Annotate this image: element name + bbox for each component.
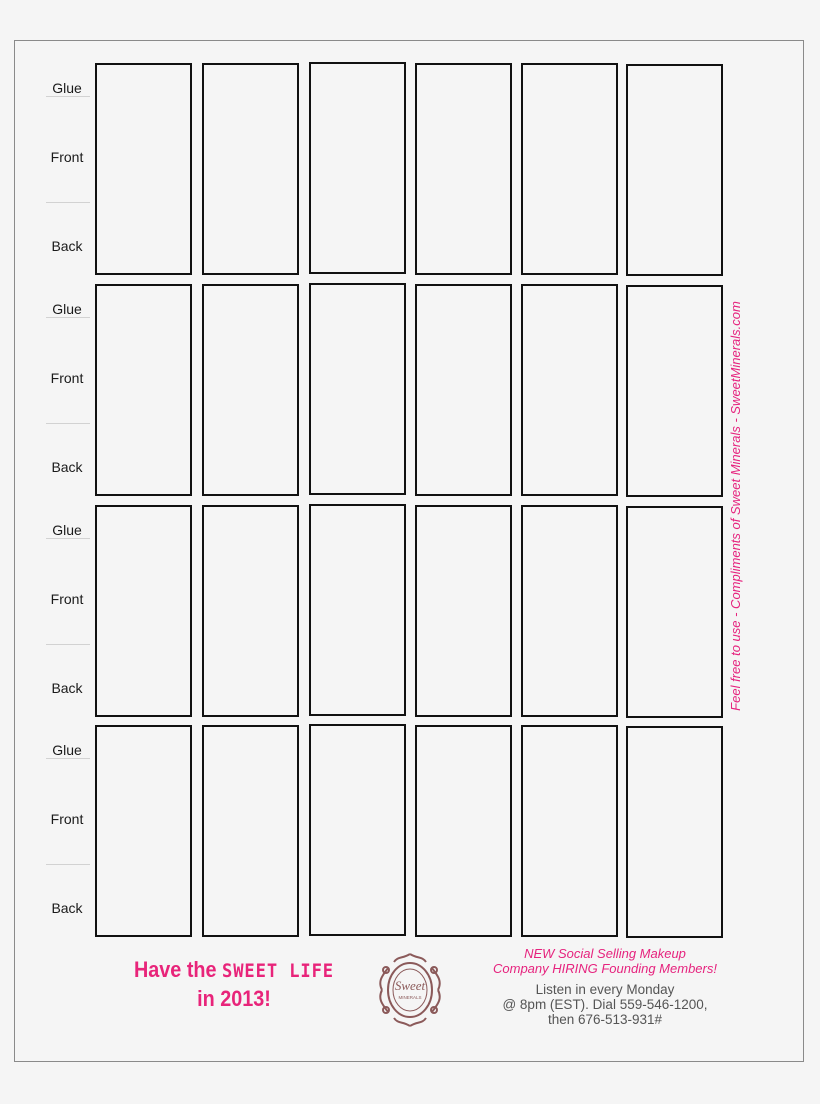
row-label-glue: Glue <box>52 301 82 317</box>
slogan-highlight: SWEET LIFE <box>222 960 334 982</box>
card-outline <box>202 284 299 496</box>
card-outline <box>521 63 618 275</box>
card-outline <box>95 63 192 275</box>
card-outline <box>415 505 512 717</box>
call-info-line-2: @ 8pm (EST). Dial 559-546-1200, <box>502 997 708 1012</box>
card-outline <box>309 62 406 274</box>
call-info-line-3: then 676-513-931# <box>547 1012 663 1027</box>
row-label-back: Back <box>51 459 83 475</box>
row-label-back: Back <box>51 900 83 916</box>
row-divider <box>46 202 90 203</box>
promo-slogan <box>112 956 356 1012</box>
row-label-glue: Glue <box>52 742 82 758</box>
row-label-front: Front <box>50 811 84 827</box>
sweet-minerals-logo <box>372 950 448 1028</box>
hiring-line-2: Company HIRING Founding Members! <box>493 961 717 976</box>
row-divider <box>46 96 90 97</box>
row-label-glue: Glue <box>52 522 82 538</box>
card-outline <box>521 505 618 717</box>
card-outline <box>626 506 723 718</box>
card-outline <box>521 284 618 496</box>
row-divider <box>46 864 90 865</box>
card-outline <box>309 724 406 936</box>
row-label-back: Back <box>51 238 83 254</box>
logo-subtitle: MINERALS <box>398 995 422 1000</box>
card-outline <box>95 284 192 496</box>
row-label-glue: Glue <box>52 80 82 96</box>
card-outline <box>202 505 299 717</box>
row-label-front: Front <box>50 370 84 386</box>
side-note: Feel free to use - Compliments of Sweet Minerals - SweetMinerals.com <box>728 301 743 711</box>
card-outline <box>626 285 723 497</box>
card-outline <box>95 505 192 717</box>
call-info-line-1: Listen in every Monday <box>535 982 675 997</box>
card-outline <box>415 725 512 937</box>
card-outline <box>415 284 512 496</box>
card-outline <box>202 63 299 275</box>
hiring-line-1: NEW Social Selling Makeup <box>524 946 686 961</box>
row-divider <box>46 538 90 539</box>
row-divider <box>46 317 90 318</box>
promo-info <box>462 946 748 1027</box>
row-divider <box>46 644 90 645</box>
slogan-year: in 2013! <box>197 986 271 1011</box>
card-outline <box>309 504 406 716</box>
card-outline <box>202 725 299 937</box>
row-divider <box>46 423 90 424</box>
row-label-back: Back <box>51 680 83 696</box>
row-label-front: Front <box>50 591 84 607</box>
row-label-front: Front <box>50 149 84 165</box>
card-outline <box>626 726 723 938</box>
logo-wordmark: Sweet <box>394 978 426 993</box>
slogan-prefix: Have the <box>133 957 217 982</box>
row-divider <box>46 758 90 759</box>
card-outline <box>521 725 618 937</box>
card-outline <box>415 63 512 275</box>
card-outline <box>95 725 192 937</box>
card-outline <box>309 283 406 495</box>
card-outline <box>626 64 723 276</box>
